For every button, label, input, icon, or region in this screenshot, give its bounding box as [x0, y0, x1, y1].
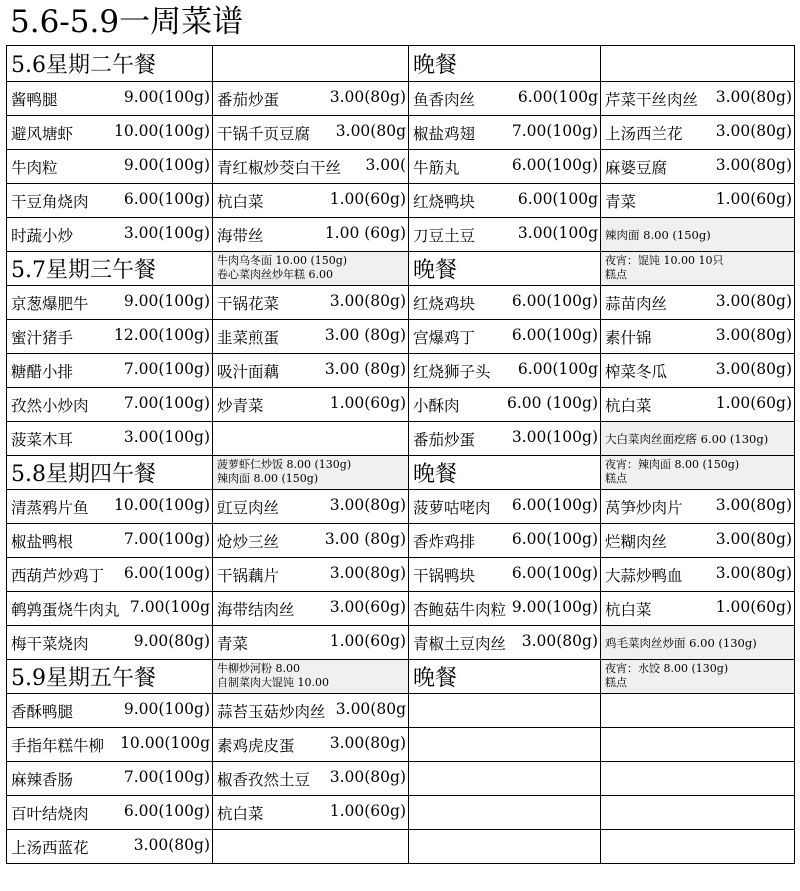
- lunch-header: 5.9星期五午餐: [7, 660, 213, 694]
- dish-cell: [213, 388, 409, 422]
- note-line: 糕点: [605, 472, 627, 485]
- dish-price: 6.00(100g): [511, 495, 598, 514]
- dish-cell: [601, 626, 795, 660]
- dish-name: 小酥肉: [413, 396, 460, 415]
- dish-name: 椒盐鸡翅: [413, 124, 476, 143]
- dish-price: 1.00(60g): [715, 189, 792, 208]
- table-row: [7, 150, 795, 184]
- dish-name: 干锅鸭块: [413, 566, 476, 585]
- dish-cell: [7, 728, 213, 762]
- dish-cell: [213, 184, 409, 218]
- table-row: [7, 320, 795, 354]
- dish-name: 干豆角烧肉: [11, 192, 89, 211]
- dish-cell: [409, 116, 601, 150]
- note-line: 卷心菜肉丝炒年糕 6.00: [217, 268, 333, 281]
- dish-name: 香酥鸭腿: [11, 702, 74, 721]
- dish-cell: [213, 354, 409, 388]
- dish-name: 糖醋小排: [11, 362, 74, 381]
- dish-price: 6.00(100g): [511, 325, 598, 344]
- day-header-row: [7, 660, 795, 694]
- dish-price: 6.00 (100g): [506, 393, 598, 412]
- dish-cell: [409, 422, 601, 456]
- dish-price: 3.00(100g): [123, 223, 210, 242]
- dish-cell: [601, 728, 795, 762]
- dish-price: 3.00(100g): [123, 427, 210, 446]
- dish-price: 9.00(100g): [123, 291, 210, 310]
- table-row: [7, 626, 795, 660]
- dish-cell: [409, 558, 601, 592]
- table-row: [7, 184, 795, 218]
- dish-name: 椒盐鸭根: [11, 532, 74, 551]
- dish-price: 1.00(60g): [715, 597, 792, 616]
- dish-price: 6.00(100g): [511, 563, 598, 582]
- dish-price: 12.00(100g): [114, 325, 210, 344]
- dish-price: 6.00(100g): [511, 155, 598, 174]
- dish-price: 10.00(100g): [114, 121, 210, 140]
- late-night-note: [601, 252, 795, 286]
- dish-price: 3.00(80g: [335, 121, 406, 140]
- dish-name: 杭白菜: [217, 192, 264, 211]
- dish-price: 3.00(80g): [329, 767, 406, 786]
- dish-name: 番茄炒蛋: [413, 430, 476, 449]
- dish-cell: [409, 830, 601, 864]
- dish-cell: [409, 762, 601, 796]
- table-row: [7, 728, 795, 762]
- dish-cell: [409, 490, 601, 524]
- dish-cell: [7, 694, 213, 728]
- dish-price: 3.00(100g): [511, 427, 598, 446]
- dish-cell: [409, 82, 601, 116]
- table-row: [7, 524, 795, 558]
- day-header-row: [7, 456, 795, 490]
- dish-price: 3.00(80g): [715, 87, 792, 106]
- dish-cell: [7, 388, 213, 422]
- table-row: [7, 218, 795, 252]
- dish-name: 青菜: [605, 192, 637, 211]
- dish-price: 6.00(100g): [123, 189, 210, 208]
- dish-name: 干锅花菜: [217, 294, 280, 313]
- dish-cell: [213, 762, 409, 796]
- dish-price: 9.00(80g): [133, 631, 210, 650]
- dish-name: 青红椒炒茭白干丝: [217, 158, 342, 177]
- dish-cell: [601, 422, 795, 456]
- dish-name: 京葱爆肥牛: [11, 294, 89, 313]
- dish-name: 红烧鸭块: [413, 192, 476, 211]
- dish-name: 菠萝咕咾肉: [413, 498, 491, 517]
- dinner-header: 晚餐: [409, 456, 601, 490]
- dish-name: 大蒜炒鸭血: [605, 566, 683, 585]
- dish-name: 麻辣香肠: [11, 770, 74, 789]
- dish-cell: [409, 184, 601, 218]
- dish-price: 6.00(100g: [517, 87, 598, 106]
- table-row: [7, 558, 795, 592]
- dish-name: 鱼香肉丝: [413, 90, 476, 109]
- dish-name: 蒜苔玉菇炒肉丝: [217, 702, 326, 721]
- note-line: 菠萝虾仁炒饭 8.00 (130g): [217, 458, 352, 471]
- dish-cell: [213, 558, 409, 592]
- dish-cell: [601, 150, 795, 184]
- dish-cell: [213, 286, 409, 320]
- dish-price: 3.00(80g): [521, 631, 598, 650]
- dish-cell: [601, 490, 795, 524]
- dish-price: 3.00(80g): [329, 733, 406, 752]
- dish-price: 1.00(60g): [329, 393, 406, 412]
- dish-cell: [7, 558, 213, 592]
- dish-name: 大白菜肉丝面疙瘩 6.00 (130g): [605, 431, 769, 446]
- dish-price: 3.00(80g): [133, 835, 210, 854]
- dish-name: 手指年糕牛柳: [11, 736, 105, 755]
- page-title: 5.6-5.9一周菜谱: [10, 4, 244, 40]
- dish-name: 牛肉粒: [11, 158, 58, 177]
- table-row: [7, 82, 795, 116]
- dish-price: 6.00(100g): [123, 801, 210, 820]
- dish-cell: [7, 422, 213, 456]
- dish-price: 6.00(100g: [517, 189, 598, 208]
- dish-price: 1.00(60g): [715, 393, 792, 412]
- lunch-specials-note: [213, 456, 409, 490]
- lunch-specials-note: [213, 660, 409, 694]
- dish-name: 杭白菜: [217, 804, 264, 823]
- dish-cell: [409, 694, 601, 728]
- dish-name: 宫爆鸡丁: [413, 328, 476, 347]
- dish-name: 杭白菜: [605, 600, 652, 619]
- menu-table: [6, 45, 795, 864]
- dish-price: 3.00(80g: [335, 699, 406, 718]
- dish-name: 青菜: [217, 634, 249, 653]
- dish-name: 上汤西兰花: [605, 124, 683, 143]
- dish-cell: [213, 524, 409, 558]
- dish-name: 莴笋炒肉片: [605, 498, 683, 517]
- dish-price: 7.00(100g: [129, 597, 210, 616]
- dish-cell: [213, 728, 409, 762]
- dish-cell: [213, 626, 409, 660]
- dish-price: 3.00 (80g): [324, 529, 406, 548]
- dish-name: 韭菜煎蛋: [217, 328, 280, 347]
- dish-cell: [601, 388, 795, 422]
- empty-header-cell: [213, 46, 409, 82]
- dish-price: 10.00(100g: [120, 733, 210, 752]
- dish-cell: [213, 150, 409, 184]
- dish-cell: [7, 490, 213, 524]
- dish-name: 海带丝: [217, 226, 264, 245]
- dish-name: 杭白菜: [605, 396, 652, 415]
- dish-name: 牛筋丸: [413, 158, 460, 177]
- dish-price: 6.00(100g): [511, 291, 598, 310]
- dish-price: 3.00(80g): [715, 291, 792, 310]
- dish-cell: [601, 184, 795, 218]
- dish-cell: [409, 796, 601, 830]
- dish-name: 麻婆豆腐: [605, 158, 668, 177]
- dish-name: 豇豆肉丝: [217, 498, 280, 517]
- dish-name: 番茄炒蛋: [217, 90, 280, 109]
- dish-cell: [601, 592, 795, 626]
- dish-price: 3.00(80g): [715, 325, 792, 344]
- dish-price: 7.00(100g): [123, 393, 210, 412]
- dish-cell: [7, 524, 213, 558]
- dish-cell: [7, 626, 213, 660]
- dish-price: 6.00(100g: [517, 359, 598, 378]
- table-row: [7, 694, 795, 728]
- dish-price: 3.00(80g): [715, 495, 792, 514]
- dish-name: 炒青菜: [217, 396, 264, 415]
- dish-price: 3.00 (80g): [324, 359, 406, 378]
- dish-name: 酱鸭腿: [11, 90, 58, 109]
- note-line: 自制菜肉大馄饨 10.00: [217, 676, 329, 689]
- dish-price: 3.00(80g): [329, 563, 406, 582]
- dish-cell: [601, 524, 795, 558]
- dish-name: 上汤西蓝花: [11, 838, 89, 857]
- table-row: [7, 286, 795, 320]
- table-row: [7, 388, 795, 422]
- note-line: 糕点: [605, 676, 627, 689]
- table-row: [7, 762, 795, 796]
- note-line: 糕点: [605, 268, 627, 281]
- dish-cell: [213, 320, 409, 354]
- dish-price: 7.00(100g): [123, 767, 210, 786]
- dish-cell: [213, 592, 409, 626]
- dish-price: 6.00(100g): [511, 529, 598, 548]
- dish-name: 海带结肉丝: [217, 600, 295, 619]
- dish-cell: [7, 116, 213, 150]
- dish-price: 3.00(80g): [715, 121, 792, 140]
- dish-cell: [409, 218, 601, 252]
- dish-name: 孜然小炒肉: [11, 396, 89, 415]
- dish-cell: [7, 796, 213, 830]
- dish-price: 3.00(80g): [715, 529, 792, 548]
- dish-price: 3.00(80g): [715, 563, 792, 582]
- dish-cell: [7, 286, 213, 320]
- dish-price: 1.00(60g): [329, 631, 406, 650]
- dish-cell: [601, 218, 795, 252]
- dish-cell: [7, 354, 213, 388]
- dish-cell: [213, 422, 409, 456]
- dish-name: 菠菜木耳: [11, 430, 74, 449]
- dish-name: 素什锦: [605, 328, 652, 347]
- dish-price: 7.00(100g): [123, 359, 210, 378]
- dish-price: 3.00(80g): [715, 155, 792, 174]
- dish-cell: [601, 286, 795, 320]
- table-row: [7, 490, 795, 524]
- dish-price: 6.00(100g): [123, 563, 210, 582]
- dish-price: 3.00(: [365, 155, 406, 174]
- dinner-header: 晚餐: [409, 252, 601, 286]
- dish-price: 3.00(80g): [329, 87, 406, 106]
- dish-price: 9.00(100g): [123, 87, 210, 106]
- dish-cell: [409, 388, 601, 422]
- lunch-header: 5.8星期四午餐: [7, 456, 213, 490]
- dish-price: 10.00(100g): [114, 495, 210, 514]
- dish-name: 辣肉面 8.00 (150g): [605, 227, 711, 242]
- dish-cell: [7, 218, 213, 252]
- dish-name: 青椒土豆肉丝: [413, 634, 507, 653]
- lunch-specials-note: [213, 252, 409, 286]
- dish-name: 百叶结烧肉: [11, 804, 89, 823]
- empty-header-cell: [601, 46, 795, 82]
- note-line: 牛肉乌冬面 10.00 (150g): [217, 254, 348, 267]
- dish-cell: [7, 184, 213, 218]
- dish-name: 蒜苗肉丝: [605, 294, 668, 313]
- dish-name: 烂糊肉丝: [605, 532, 668, 551]
- dish-cell: [409, 150, 601, 184]
- dish-cell: [601, 762, 795, 796]
- dish-cell: [213, 796, 409, 830]
- dish-cell: [409, 592, 601, 626]
- dish-name: 椒香孜然土豆: [217, 770, 311, 789]
- dish-cell: [213, 694, 409, 728]
- dish-cell: [213, 218, 409, 252]
- dish-price: 3.00(80g): [329, 495, 406, 514]
- late-night-note: [601, 456, 795, 490]
- dish-name: 红烧狮子头: [413, 362, 491, 381]
- dish-price: 1.00(60g): [329, 801, 406, 820]
- dish-price: 1.00 (60g): [324, 223, 406, 242]
- dish-cell: [601, 320, 795, 354]
- dish-name: 榨菜冬瓜: [605, 362, 668, 381]
- dish-name: 红烧鸡块: [413, 294, 476, 313]
- dish-cell: [213, 830, 409, 864]
- dish-price: 9.00(100g): [123, 155, 210, 174]
- dish-cell: [7, 82, 213, 116]
- dish-name: 炝炒三丝: [217, 532, 280, 551]
- dish-name: 避风塘虾: [11, 124, 74, 143]
- dish-cell: [213, 82, 409, 116]
- lunch-header: 5.6星期二午餐: [7, 46, 213, 82]
- day-header-row: [7, 46, 795, 82]
- dish-name: 刀豆土豆: [413, 226, 476, 245]
- dish-name: 吸汁面藕: [217, 362, 280, 381]
- dish-cell: [213, 490, 409, 524]
- lunch-header: 5.7星期三午餐: [7, 252, 213, 286]
- dish-name: 杏鲍菇牛肉粒: [413, 600, 507, 619]
- dish-cell: [213, 116, 409, 150]
- note-line: 夜宵：水饺 8.00 (130g): [605, 662, 729, 675]
- table-row: [7, 796, 795, 830]
- dish-cell: [7, 592, 213, 626]
- dish-name: 梅干菜烧肉: [11, 634, 89, 653]
- dish-price: 3.00(100g: [517, 223, 598, 242]
- dish-cell: [409, 320, 601, 354]
- dish-cell: [601, 82, 795, 116]
- dish-cell: [7, 150, 213, 184]
- dish-price: 7.00(100g): [123, 529, 210, 548]
- dish-cell: [409, 728, 601, 762]
- dish-name: 干锅千页豆腐: [217, 124, 311, 143]
- dish-name: 干锅藕片: [217, 566, 280, 585]
- dish-price: 3.00 (80g): [324, 325, 406, 344]
- dish-name: 鸡毛菜肉丝炒面 6.00 (130g): [605, 635, 757, 650]
- note-line: 夜宵：辣肉面 8.00 (150g): [605, 458, 740, 471]
- note-line: 牛柳炒河粉 8.00: [217, 662, 300, 675]
- dish-name: 清蒸鸦片鱼: [11, 498, 89, 517]
- dish-name: 蜜汁猪手: [11, 328, 74, 347]
- dish-cell: [7, 320, 213, 354]
- dish-price: 3.00(60g): [329, 597, 406, 616]
- dish-price: 9.00(100g): [123, 699, 210, 718]
- dinner-header: 晚餐: [409, 46, 601, 82]
- dish-cell: [409, 286, 601, 320]
- note-line: 夜宵：馄饨 10.00 10只: [605, 254, 724, 267]
- dish-cell: [409, 626, 601, 660]
- table-row: [7, 592, 795, 626]
- dish-cell: [601, 116, 795, 150]
- late-night-note: [601, 660, 795, 694]
- dish-price: 7.00(100g): [511, 121, 598, 140]
- note-line: 辣肉面 8.00 (150g): [217, 472, 319, 485]
- dish-name: 时蔬小炒: [11, 226, 74, 245]
- dish-cell: [601, 694, 795, 728]
- dish-cell: [601, 558, 795, 592]
- dish-cell: [409, 524, 601, 558]
- dish-price: 3.00(80g): [715, 359, 792, 378]
- dish-cell: [7, 762, 213, 796]
- dish-price: 3.00(80g): [329, 291, 406, 310]
- dish-name: 芹菜干丝肉丝: [605, 90, 699, 109]
- dinner-header: 晚餐: [409, 660, 601, 694]
- dish-cell: [601, 796, 795, 830]
- dish-name: 鹌鹑蛋烧牛肉丸: [11, 600, 120, 619]
- dish-cell: [409, 354, 601, 388]
- dish-name: 素鸡虎皮蛋: [217, 736, 295, 755]
- table-row: [7, 354, 795, 388]
- day-header-row: [7, 252, 795, 286]
- dish-price: 1.00(60g): [329, 189, 406, 208]
- table-row: [7, 116, 795, 150]
- dish-name: 香炸鸡排: [413, 532, 476, 551]
- table-row: [7, 830, 795, 864]
- table-row: [7, 422, 795, 456]
- dish-name: 西葫芦炒鸡丁: [11, 566, 105, 585]
- dish-cell: [601, 354, 795, 388]
- dish-price: 9.00(100g): [511, 597, 598, 616]
- dish-cell: [601, 830, 795, 864]
- dish-cell: [7, 830, 213, 864]
